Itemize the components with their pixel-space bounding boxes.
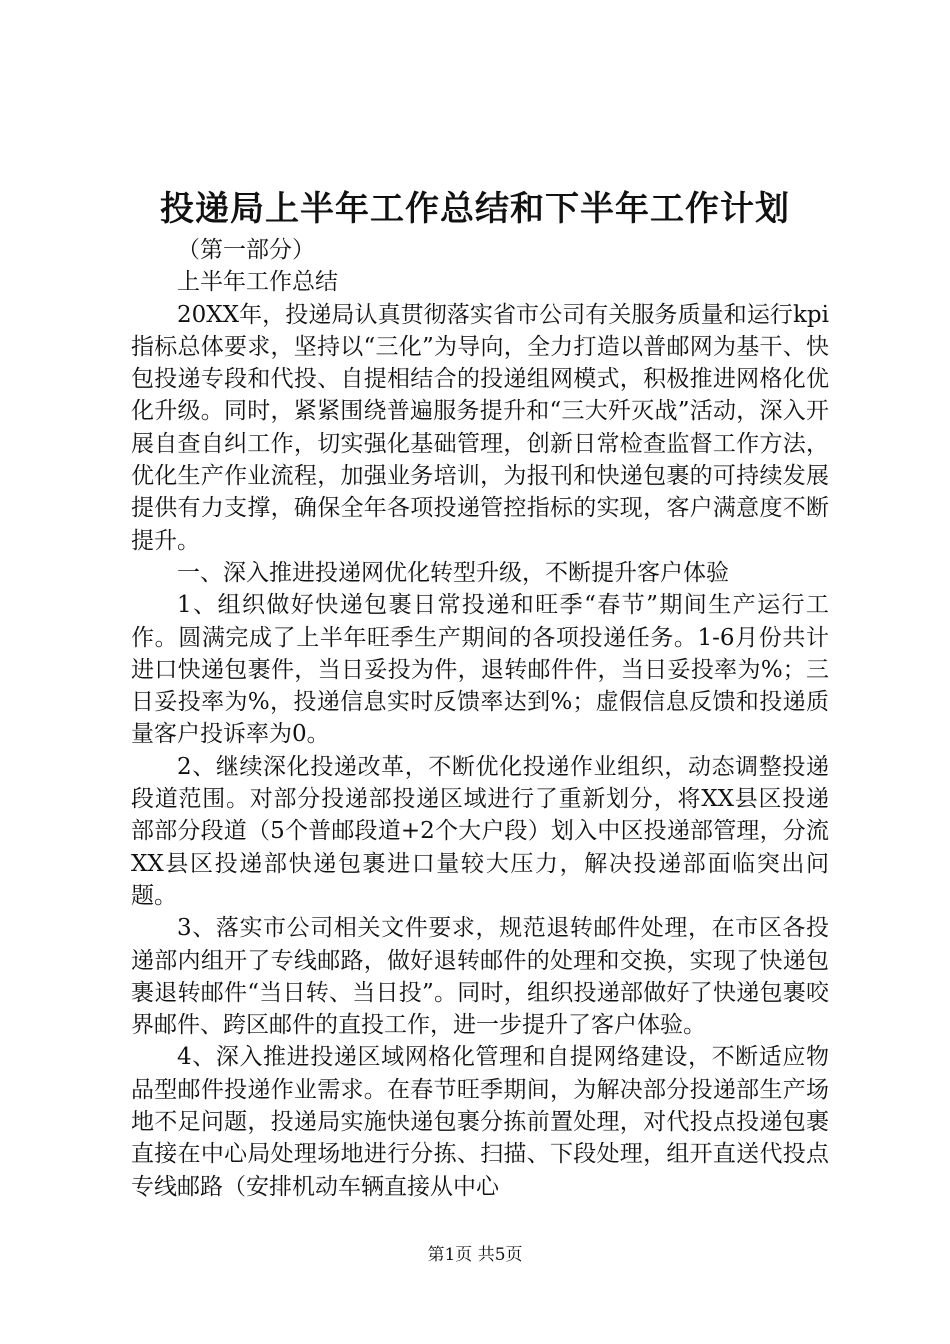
section-heading: 上半年工作总结 xyxy=(177,269,338,296)
body-paragraph: 20XX年，投递局认真贯彻落实省市公司有关服务质量和运行kpi指标总体要求，坚持以“三化”为导向，全力打造以普邮网为基干、快包投递专段和代投、自提相结合的投递组网模式，积极推进网格化优化升级。同时，紧紧围绕普遍服务提升和“三大歼灭战”活动，深入开展自查自纠工作，切实强化基础管理，创新日常检查监督工作方法，优化生产作业流程，加强业务培训，为报刊和快递包裹的可持续发展提供有力支撑，确保全年各项投递管控指标的实现，客户满意度不断提升。 xyxy=(131,301,829,554)
page-number-footer: 第1页 共5页 xyxy=(427,1245,523,1265)
document-body xyxy=(131,234,829,1203)
body-paragraph: 4、深入推进投递区域网格化管理和自提网络建设，不断适应物品型邮件投递作业需求。在春节旺季期间，为解决部分投递部生产场地不足问题，投递局实施快递包裹分拣前置处理，对代投点投递包裹直接在中心局处理场地进行分拣、扫描、下段处理，组开直送代投点专线邮路（安排机动车辆直接从中心 xyxy=(131,1044,829,1200)
section-marker: （第一部分） xyxy=(177,237,315,263)
body-paragraph: 3、落实市公司相关文件要求，规范退转邮件处理，在市区各投递部内组开了专线邮路，做好退转邮件的处理和交换，实现了快递包裹退转邮件“当日转、当日投”。同时，组织投递部做好了快递包裹咬界邮件、跨区邮件的直投工作，进一步提升了客户体验。 xyxy=(131,915,829,1039)
body-paragraph: 1、组织做好快递包裹日常投递和旺季“春节”期间生产运行工作。圆满完成了上半年旺季生产期间的各项投递任务。1-6月份共计进口快递包裹件，当日妥投为件，退转邮件件，当日妥投率为%；三日妥投率为%，投递信息实时反馈率达到%；虚假信息反馈和投递质量客户投诉率为0。 xyxy=(131,592,829,748)
document-title: 投递局上半年工作总结和下半年工作计划 xyxy=(160,189,790,229)
subsection-heading: 一、深入推进投递网优化转型升级，不断提升客户体验 xyxy=(177,559,729,586)
body-paragraph: 2、继续深化投递改革，不断优化投递作业组织，动态调整投递段道范围。对部分投递部投递区域进行了重新划分，将XX县区投递部部分段道（5个普邮段道+2个大户段）划入中区投递部管理，分流XX县区投递部快递包裹进口量较大压力，解决投递部面临突出问题。 xyxy=(131,753,829,909)
